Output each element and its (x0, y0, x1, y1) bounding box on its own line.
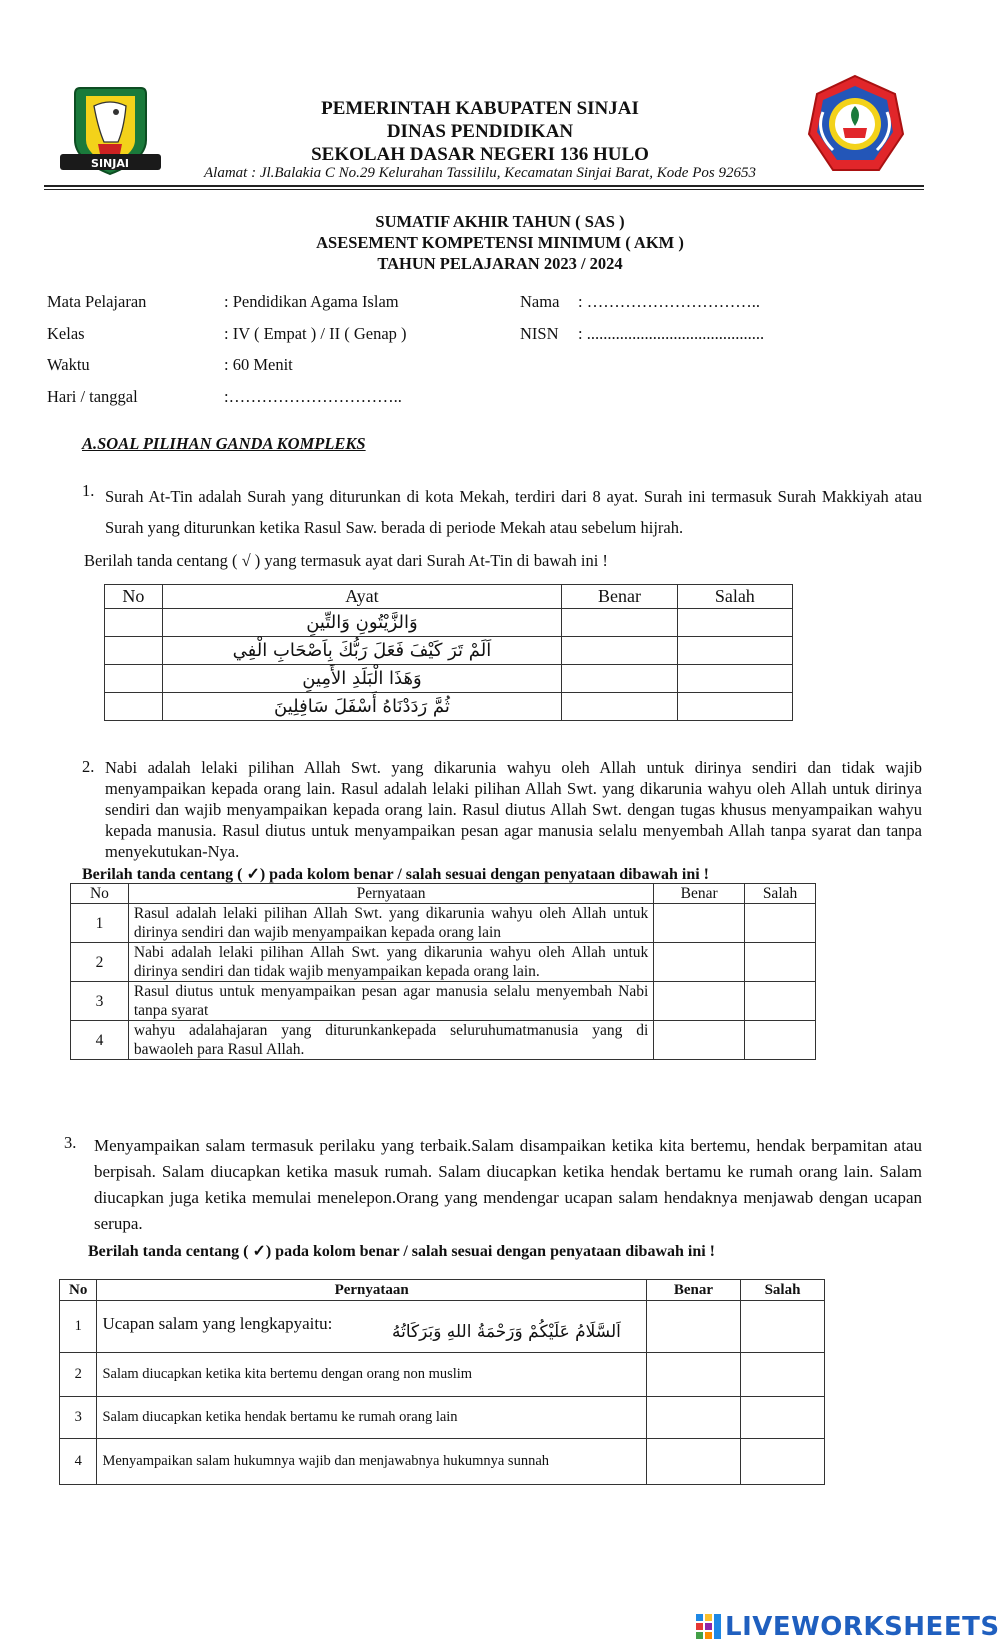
col-benar: Benar (562, 585, 677, 609)
header-rule-thin (44, 189, 924, 190)
col-benar: Benar (654, 884, 745, 904)
row-number: 4 (60, 1439, 97, 1485)
col-no: No (105, 585, 163, 609)
table-row (60, 1439, 825, 1485)
table-row (60, 1397, 825, 1439)
ayat-text: اَلَمْ تَرَ كَيْفَ فَعَلَ رَبُّكَ بِاَصْحَابِ الْفِي (162, 637, 562, 665)
benar-cell[interactable] (562, 693, 677, 721)
benar-cell[interactable] (654, 1021, 745, 1060)
table-header-row (60, 1280, 825, 1301)
question-3-instruction: Berilah tanda centang ( ✓) pada kolom benar / salah sesuai dengan penyataan dibawah ini ! (88, 1243, 716, 1260)
salah-cell[interactable] (740, 1439, 824, 1485)
row-no-cell (105, 693, 163, 721)
col-pernyataan: Pernyataan (128, 884, 653, 904)
salah-cell[interactable] (740, 1301, 824, 1353)
ayat-text: وَالزَّيْتُونِ وَالتِّينِ (162, 609, 562, 637)
nisn-field[interactable]: : ........................................... (578, 324, 765, 343)
col-salah: Salah (740, 1280, 824, 1301)
table-row (105, 665, 793, 693)
salah-cell[interactable] (745, 982, 816, 1021)
salah-cell[interactable] (677, 637, 792, 665)
salah-cell[interactable] (740, 1397, 824, 1439)
benar-cell[interactable] (654, 943, 745, 982)
question-2-text: Nabi adalah lelaki pilihan Allah Swt. yang dikarunia wahyu oleh Allah untuk dirinya sendiri dan tidak wajib menyampaikan kepada orang lain. Rasul adalah lelaki pilihan Allah Swt. yang dikarunia wahyu oleh Allah untuk dirinya sendiri dan wajib menyampaikan kepada orang lain. Rasul diutus Allah Swt. dengan tugas khusus menyampaikan wahyu kepada manusia. Rasul diutus untuk menyampaikan pesan agar manusia selalu menyembah Allah tanpa syarat dan tanpa menyekutukan-Nya. (105, 758, 922, 861)
benar-cell[interactable] (562, 665, 677, 693)
table-row (60, 1301, 825, 1353)
col-salah: Salah (745, 884, 816, 904)
table-header-row (71, 884, 816, 904)
statement-text: Rasul adalah lelaki pilihan Allah Swt. yang dikarunia wahyu oleh Allah untuk dirinya sendiri dan wajib menyampaikan kepada orang lain (128, 904, 653, 943)
section-title: A.SOAL PILIHAN GANDA KOMPLEKS (82, 434, 366, 453)
statement-text: Salam diucapkan ketika hendak bertamu ke rumah orang lain (97, 1397, 646, 1439)
statement-text: Menyampaikan salam hukumnya wajib dan menjawabnya hukumnya sunnah (97, 1439, 646, 1485)
question-1-instruction: Berilah tanda centang ( √ ) yang termasuk ayat dari Surah At-Tin di bawah ini ! (84, 551, 608, 570)
benar-cell[interactable] (646, 1301, 740, 1353)
table-row (60, 1353, 825, 1397)
statement-text: Ucapan salam yang lengkapyaitu: (102, 1313, 333, 1333)
salah-cell[interactable] (745, 1021, 816, 1060)
time-label: Waktu (47, 355, 90, 374)
subject-value: : Pendidikan Agama Islam (224, 292, 399, 311)
table-row (71, 982, 816, 1021)
table-row (105, 693, 793, 721)
statement-text: wahyu adalahajaran yang diturunkankepada seluruhumatmanusia yang di bawaoleh para Rasul Allah. (128, 1021, 653, 1060)
row-number: 2 (60, 1353, 97, 1397)
class-value: : IV ( Empat ) / II ( Genap ) (224, 324, 407, 343)
sinjai-logo-text: SINJAI (91, 157, 129, 170)
ayat-table (104, 584, 793, 721)
row-number: 1 (60, 1301, 97, 1353)
table-row (71, 1021, 816, 1060)
row-number: 4 (71, 1021, 129, 1060)
statement-cell (97, 1301, 646, 1353)
question-3 (64, 1133, 922, 1237)
col-ayat: Ayat (162, 585, 562, 609)
question-2-instruction: Berilah tanda centang ( ✓) pada kolom benar / salah sesuai dengan penyataan dibawah ini ! (82, 866, 710, 883)
table-row (105, 609, 793, 637)
header-government: PEMERINTAH KABUPATEN SINJAI (321, 98, 639, 119)
table-row (71, 904, 816, 943)
liveworksheets-logo-icon (696, 1614, 722, 1640)
statement-text: Salam diucapkan ketika kita bertemu dengan orang non muslim (97, 1353, 646, 1397)
header-address: Alamat : Jl.Balakia C No.29 Kelurahan Tassililu, Kecamatan Sinjai Barat, Kode Pos 92653 (204, 165, 756, 181)
row-number: 3 (60, 1397, 97, 1439)
statement-text: Rasul diutus untuk menyampaikan pesan agar manusia selalu menyembah Nabi tanpa syarat (128, 982, 653, 1021)
question-2 (82, 757, 922, 862)
row-number: 2 (71, 943, 129, 982)
statement-table-3 (59, 1279, 825, 1485)
salah-cell[interactable] (677, 665, 792, 693)
benar-cell[interactable] (562, 637, 677, 665)
benar-cell[interactable] (654, 982, 745, 1021)
benar-cell[interactable] (646, 1353, 740, 1397)
salah-cell[interactable] (677, 609, 792, 637)
header-department: DINAS PENDIDIKAN (386, 121, 574, 142)
name-label: Nama (520, 292, 560, 311)
row-no-cell (105, 637, 163, 665)
statement-table-2 (70, 883, 816, 1060)
subject-label: Mata Pelajaran (47, 292, 147, 311)
salah-cell[interactable] (745, 943, 816, 982)
ayat-text: وَهَذَا الْبَلَدِ الأَمِينِ (162, 665, 562, 693)
header-rule-thick (44, 185, 924, 187)
row-number: 1 (71, 904, 129, 943)
brand-text: LIVEWORKSHEETS (725, 1612, 1000, 1642)
exam-title: SUMATIF AKHIR TAHUN ( SAS ) (375, 212, 625, 231)
liveworksheets-brand[interactable] (696, 1612, 1000, 1642)
question-1-text: Surah At-Tin adalah Surah yang diturunkan di kota Mekah, terdiri dari 8 ayat. Surah ini termasuk Surah Makkiyah atau Surah yang diturunkan ketika Rasul Saw. berada di periode Mekah atau sebelum hijrah. (105, 487, 922, 537)
table-row (105, 637, 793, 665)
salam-arabic-text: اَلسَّلَامُ عَلَيْكُمْ وَرَحْمَةُ اللهِ وَبَرَكَاتُهُ (391, 1321, 621, 1342)
class-label: Kelas (47, 324, 85, 343)
row-no-cell (105, 609, 163, 637)
exam-year: TAHUN PELAJARAN 2023 / 2024 (377, 254, 623, 273)
benar-cell[interactable] (562, 609, 677, 637)
header-school: SEKOLAH DASAR NEGERI 136 HULO (311, 144, 649, 165)
statement-text: Nabi adalah lelaki pilihan Allah Swt. yang dikarunia wahyu oleh Allah untuk dirinya sendiri dan tidak wajib menyampaikan kepada orang lain. (128, 943, 653, 982)
ayat-text: ثُمَّ رَدَدْنَاهُ أَسْفَلَ سَافِلِينَ (162, 693, 562, 721)
question-2-number: 2. (82, 757, 95, 776)
salah-cell[interactable] (745, 904, 816, 943)
benar-cell[interactable] (646, 1397, 740, 1439)
question-3-text: Menyampaikan salam termasuk perilaku yang terbaik.Salam disampaikan ketika kita bertemu, hendak berpamitan atau berpisah. Salam diucapkan ketika masuk rumah. Salam diucapkan ketika hendak bertamu ke rumah orang lain. Salam diucapkan juga ketika memulai menelepon.Orang yang mendengar ucapan salam hendaknya menjawab dengan ucapan serupa. (94, 1136, 922, 1233)
salah-cell[interactable] (740, 1353, 824, 1397)
question-1 (82, 481, 922, 543)
date-field[interactable]: :………………………….. (224, 387, 402, 406)
col-pernyataan: Pernyataan (97, 1280, 646, 1301)
question-3-number: 3. (64, 1133, 77, 1152)
col-salah: Salah (677, 585, 792, 609)
benar-cell[interactable] (646, 1439, 740, 1485)
name-field[interactable]: : ………………………….. (578, 292, 760, 311)
col-benar: Benar (646, 1280, 740, 1301)
table-header-row (105, 585, 793, 609)
time-value: : 60 Menit (224, 355, 293, 374)
date-label: Hari / tanggal (47, 387, 138, 406)
table-row (71, 943, 816, 982)
exam-subtitle: ASESEMENT KOMPETENSI MINIMUM ( AKM ) (316, 233, 684, 252)
row-number: 3 (71, 982, 129, 1021)
salah-cell[interactable] (677, 693, 792, 721)
nisn-label: NISN (520, 324, 559, 343)
benar-cell[interactable] (654, 904, 745, 943)
row-no-cell (105, 665, 163, 693)
col-no: No (60, 1280, 97, 1301)
question-1-number: 1. (82, 481, 95, 500)
col-no: No (71, 884, 129, 904)
